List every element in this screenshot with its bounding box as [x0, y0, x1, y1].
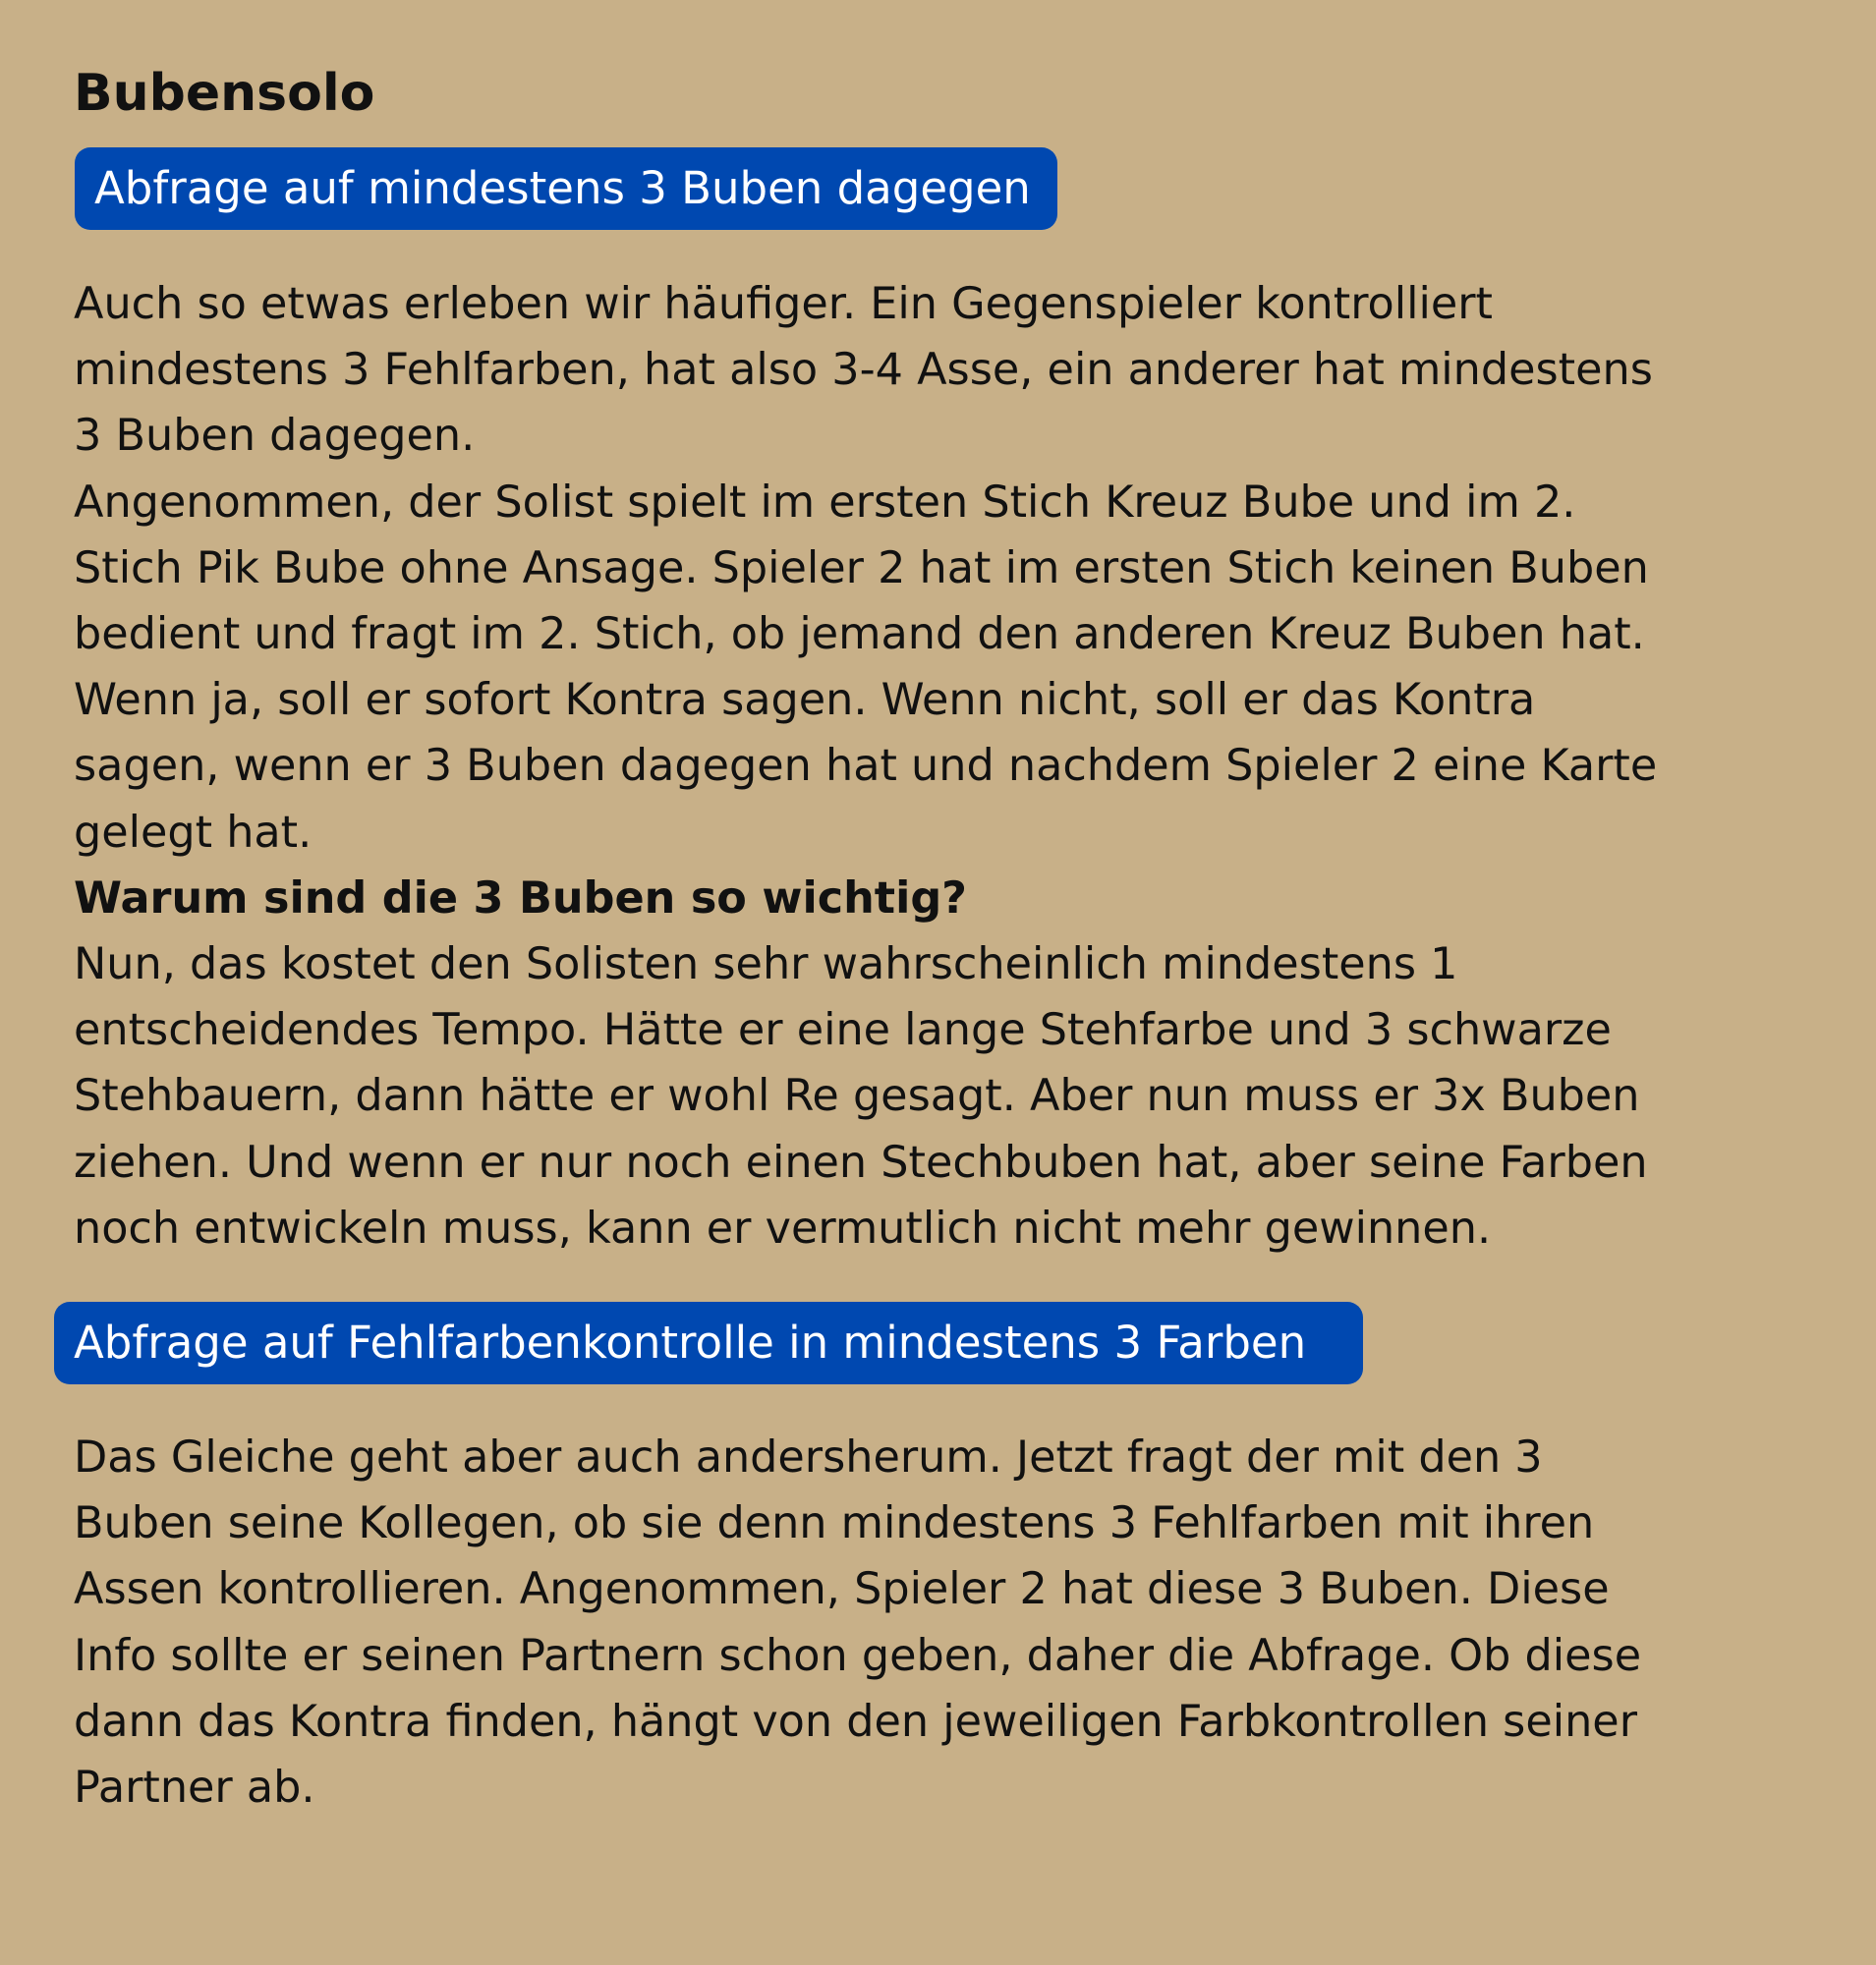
body-line: Assen kontrollieren. Angenommen, Spieler 2 hat diese 3 Buben. Diese	[74, 1564, 1610, 1615]
body-line: ziehen. Und wenn er nur noch einen Stechbuben hat, aber seine Farben	[74, 1137, 1648, 1188]
section-tag-suit-control: Abfrage auf Fehlfarbenkontrolle in mindestens 3 Farben	[54, 1302, 1363, 1384]
body-line: mindestens 3 Fehlfarben, hat also 3-4 Asse, ein anderer hat mindestens	[74, 345, 1653, 396]
body-line: Info sollte er seinen Partnern schon geben, daher die Abfrage. Ob diese	[74, 1630, 1642, 1681]
body-line: gelegt hat.	[74, 807, 313, 858]
section-body-jacks-against	[74, 271, 1744, 1262]
body-line: Buben seine Kollegen, ob sie denn mindestens 3 Fehlfarben mit ihren	[74, 1498, 1595, 1549]
body-line: Stich Pik Bube ohne Ansage. Spieler 2 hat im ersten Stich keinen Buben	[74, 542, 1649, 593]
body-line: sagen, wenn er 3 Buben dagegen hat und nachdem Spieler 2 eine Karte	[74, 741, 1658, 792]
body-line: dann das Kontra finden, hängt von den jeweiligen Farbkontrollen seiner	[74, 1696, 1637, 1747]
body-line: Auch so etwas erleben wir häufiger. Ein Gegenspieler kontrolliert	[74, 279, 1493, 329]
body-line: Das Gleiche geht aber auch andersherum. Jetzt fragt der mit den 3	[74, 1432, 1543, 1483]
body-line: 3 Buben dagegen.	[74, 411, 476, 462]
body-line: Angenommen, der Solist spielt im ersten Stich Kreuz Bube und im 2.	[74, 477, 1576, 528]
body-line: noch entwickeln muss, kann er vermutlich nicht mehr gewinnen.	[74, 1203, 1492, 1254]
body-line: Nun, das kostet den Solisten sehr wahrscheinlich mindestens 1	[74, 939, 1458, 990]
body-line: bedient und fragt im 2. Stich, ob jemand den anderen Kreuz Buben hat.	[74, 609, 1645, 660]
body-line: entscheidendes Tempo. Hätte er eine lange Stehfarbe und 3 schwarze	[74, 1005, 1612, 1056]
body-line: Stehbauern, dann hätte er wohl Re gesagt. Aber nun muss er 3x Buben	[74, 1071, 1640, 1122]
page-title: Bubensolo	[74, 64, 375, 123]
section-body-suit-control	[74, 1425, 1744, 1821]
subheading: Warum sind die 3 Buben so wichtig?	[74, 872, 967, 924]
body-line: Partner ab.	[74, 1763, 315, 1814]
body-line: Wenn ja, soll er sofort Kontra sagen. Wenn nicht, soll er das Kontra	[74, 675, 1536, 726]
section-tag-jacks-against: Abfrage auf mindestens 3 Buben dagegen	[75, 147, 1057, 230]
